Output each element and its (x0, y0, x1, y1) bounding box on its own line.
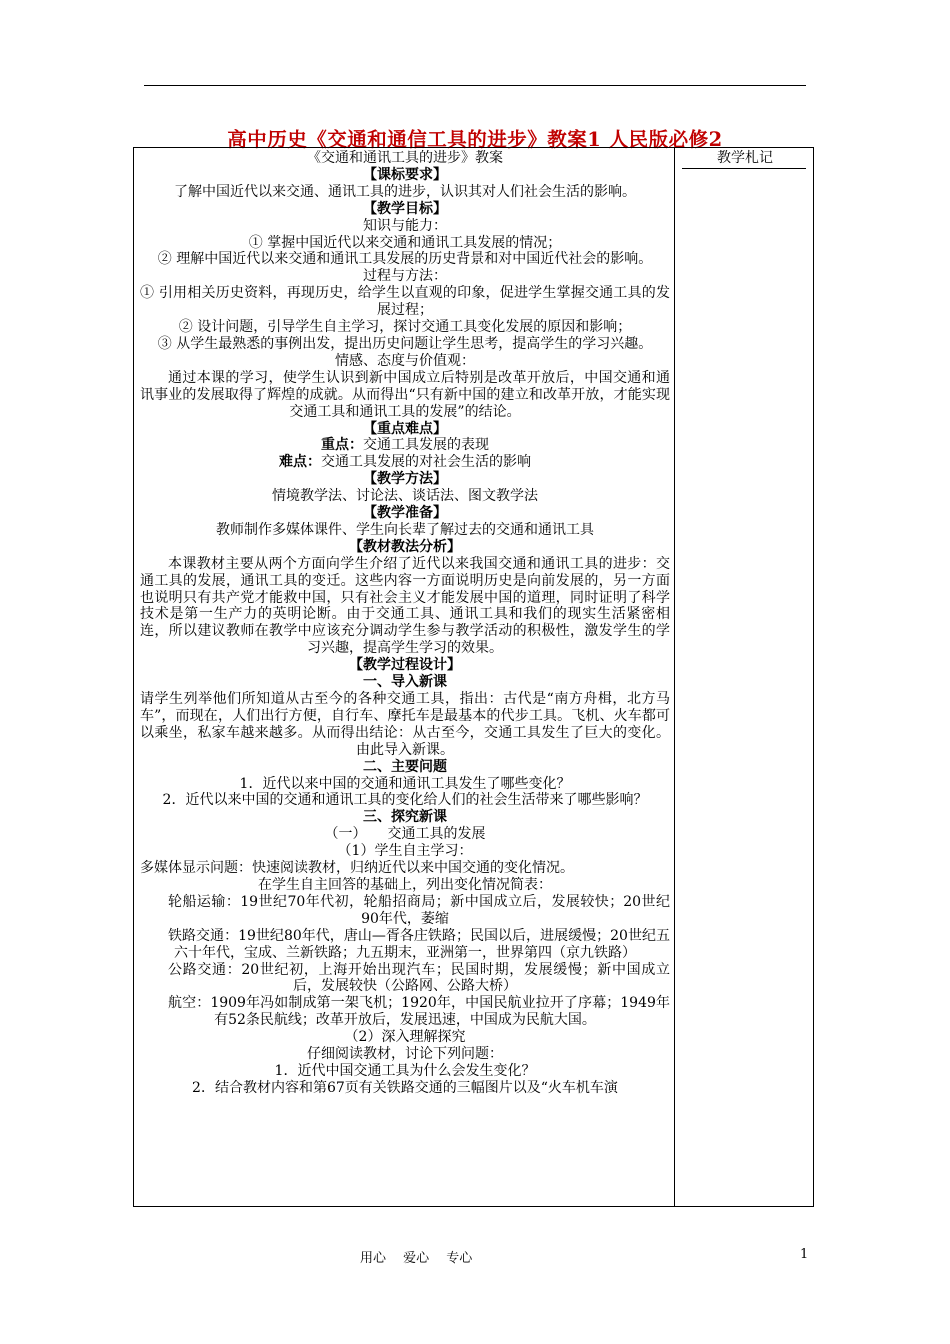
lesson-title: 《交通和通讯工具的进步》教案 (307, 150, 503, 166)
difficult-label: 难点： (279, 454, 321, 471)
ship-transport: 轮船运输：19世纪70年代初，轮船招商局；新中国成立后，发展较快；20世纪90年代，萎缩 (168, 893, 670, 927)
document-title: 高中历史《交通和通信工具的进步》教案1 人民版必修2 (227, 128, 723, 151)
process-item-3: ③ 从学生最熟悉的事例出发，提出历史问题让学生思考，提高学生的学习兴趣。 (157, 335, 653, 352)
curriculum-text: 了解中国近代以来交通、通讯工具的进步，认识其对人们社会生活的影响。 (174, 183, 636, 200)
lesson-table (133, 147, 814, 1207)
knowledge-item-1: ① 掌握中国近代以来交通和通讯工具发展的情况； (248, 234, 562, 251)
lesson-content (140, 150, 670, 1097)
preparation-heading: 【教学准备】 (363, 505, 447, 522)
methods-text: 情境教学法、讨论法、谈话法、图文教学法 (272, 488, 538, 505)
air-transport: 航空：1909年冯如制成第一架飞机；1920年，中国民航业拉开了序幕；1949年有52条民航线；改革开放后，发展迅速，中国成为民航大国。 (168, 995, 670, 1029)
page-number: 1 (800, 1247, 809, 1262)
column-divider (674, 148, 675, 1206)
curriculum-heading: 【课标要求】 (363, 166, 447, 183)
difficult-point (140, 454, 670, 471)
road-transport: 公路交通：20世纪初，上海开始出现汽车；民国时期，发展缓慢；新中国成立后，发展较快（公路网、公路大桥） (168, 961, 670, 995)
key-label: 重点： (321, 437, 363, 454)
analysis-text: 本课教材主要从两个方面向学生介绍了近代以来我国交通和通讯工具的进步：交通工具的发展，通讯工具的变迁。这些内容一方面说明历史是向前发展的，另一方面也说明只有共产党才能救中国，只有社会主义才能发展中国的道理，同时证明了科学技术是第一生产力的英明论断。由于交通工具、通讯工具和我们的现实生活紧密相连，所以建议教师在教学中应该充分调动学生参与教学活动的积极性，激发学生的学习兴趣，提高学生学习的效果。 (140, 555, 670, 657)
process-item-2: ② 设计问题，引导学生自主学习，探讨交通工具变化发展的原因和影响； (178, 319, 632, 336)
process-heading: 【教学过程设计】 (349, 657, 461, 674)
step1-title: （1）学生自主学习： (337, 843, 473, 860)
header-rule (144, 85, 806, 86)
step2-question-2: 2．结合教材内容和第67页有关铁路交通的三幅图片以及“火车机车演 (192, 1079, 618, 1096)
process-label: 过程与方法： (363, 268, 447, 285)
question-2: 2．近代以来中国的交通和通讯工具的变化给人们的社会生活带来了哪些影响？ (162, 792, 648, 809)
preparation-text: 教师制作多媒体课件、学生向长辈了解过去的交通和通讯工具 (216, 521, 594, 538)
knowledge-item-2: ② 理解中国近代以来交通和通讯工具发展的历史背景和对中国近代社会的影响。 (157, 251, 653, 268)
intro-heading: 一、导入新课 (363, 674, 447, 691)
analysis-heading: 【教材教法分析】 (349, 538, 461, 555)
notes-column-title: 教学札记 (717, 150, 773, 166)
questions-heading: 二、主要问题 (363, 758, 447, 775)
footer-motto: 用心 爱心 专心 (360, 1251, 473, 1266)
rail-transport: 铁路交通：19世纪80年代，唐山—胥各庄铁路；民国以后，进展缓慢；20世纪五六十年代，宝成、兰新铁路；九五期末，亚洲第一，世界第四（京九铁路） (168, 927, 670, 961)
question-1: 1．近代以来中国的交通和通讯工具发生了哪些变化？ (239, 775, 571, 792)
key-text: 交通工具发展的表现 (363, 437, 489, 454)
intro-text: 请学生列举他们所知道从古至今的各种交通工具，指出：古代是“南方舟楫，北方马车”，而现在，人们出行方便，自行车、摩托车是最基本的代步工具。飞机、火车都可以乘坐，私家车越来越多。从而得出结论：从古至今，交通工具发生了巨大的变化。由此导入新课。 (140, 691, 670, 758)
emotion-label: 情感、态度与价值观： (335, 352, 475, 369)
notes-rule (682, 168, 806, 169)
emotion-text: 通过本课的学习，使学生认识到新中国成立后特别是改革开放后，中国交通和通讯事业的发展取得了辉煌的成就。从而得出“只有新中国的建立和改革开放，才能实现交通工具和通讯工具的发展”的结论。 (140, 369, 670, 420)
methods-heading: 【教学方法】 (363, 471, 447, 488)
step2-question-1: 1．近代中国交通工具为什么会发生变化？ (274, 1062, 536, 1079)
step1-text-1: 多媒体显示问题：快速阅读教材，归纳近代以来中国交通的变化情况。 (140, 860, 574, 877)
knowledge-label: 知识与能力： (363, 217, 447, 234)
process-item-1: ① 引用相关历史资料，再现历史，给学生以直观的印象，促进学生掌握交通工具的发展过程； (140, 285, 670, 319)
key-point (140, 437, 670, 454)
explore-heading: 三、探究新课 (363, 809, 447, 826)
objectives-heading: 【教学目标】 (363, 200, 447, 217)
difficult-text: 交通工具发展的对社会生活的影响 (321, 454, 531, 471)
step2-title: （2）深入理解探究 (344, 1029, 466, 1046)
keypoints-heading: 【重点难点】 (363, 420, 447, 437)
step2-text: 仔细阅读教材，讨论下列问题： (307, 1046, 503, 1063)
step1-text-2: 在学生自主回答的基础上，列出变化情况简表： (258, 876, 552, 893)
part1-title: （一） 交通工具的发展 (324, 826, 486, 843)
